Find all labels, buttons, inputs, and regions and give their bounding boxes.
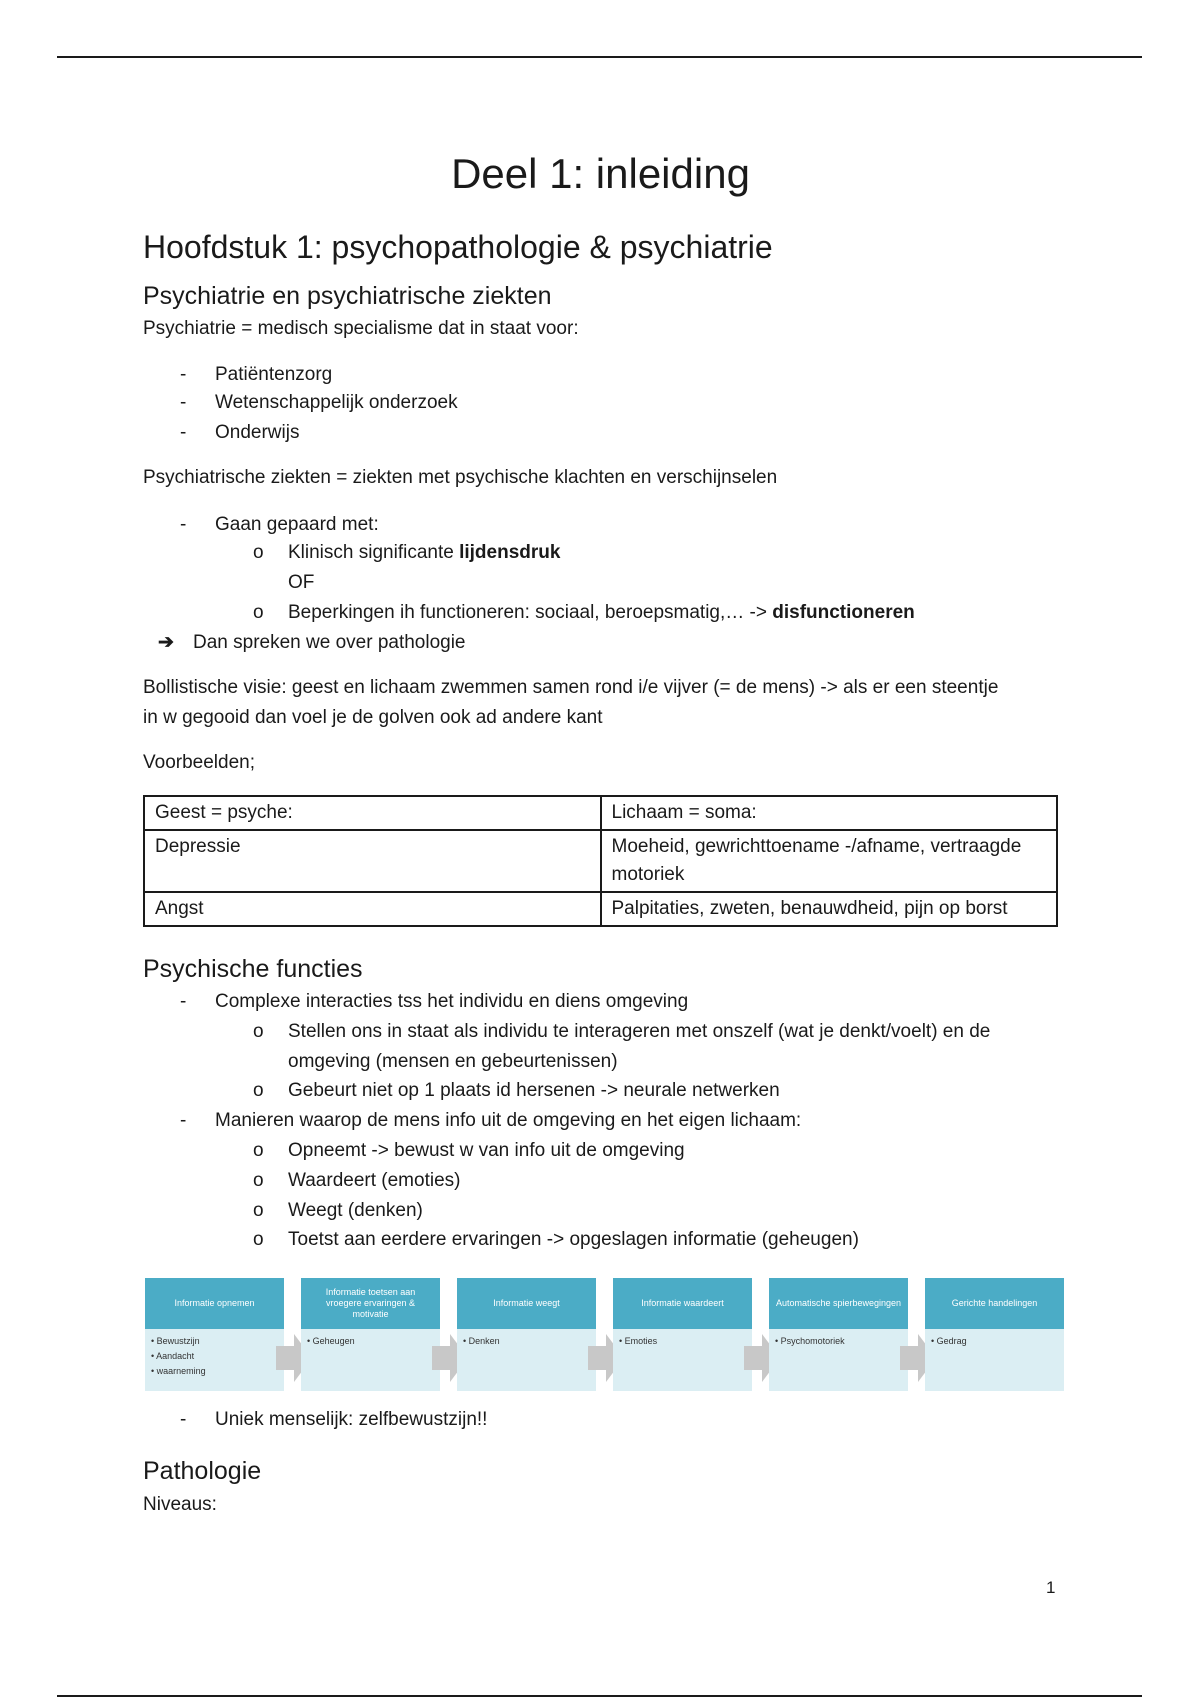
section-heading-pathologie: Pathologie [143, 1457, 262, 1485]
sub-list-item: Stellen ons in staat als individu te interageren met onszelf (wat je denkt/voelt) en de [288, 1021, 991, 1042]
flow-step-head: Informatie waardeert [613, 1278, 752, 1329]
niveaus-label: Niveaus: [143, 1494, 217, 1515]
footer-rule [57, 1695, 1142, 1697]
table-cell: Angst [144, 892, 601, 926]
section-heading-functies: Psychische functies [143, 955, 363, 983]
ziekten-definition: Psychiatrische ziekten = ziekten met psychische klachten en verschijnselen [143, 467, 778, 488]
list-item: Complexe interacties tss het individu en diens omgeving [215, 991, 689, 1012]
flow-step-handelingen [925, 1278, 1064, 1391]
table-header-row [144, 796, 1057, 830]
flow-step-body: • Psychomotoriek [769, 1329, 908, 1391]
flow-step-head: Automatische spierbewegingen [769, 1278, 908, 1329]
flow-step-head: Informatie toetsen aan vroegere ervaringen & motivatie [301, 1278, 440, 1329]
dash-bullet: - [180, 514, 187, 535]
document-title: Deel 1: inleiding [451, 150, 750, 197]
visie-text-line2: in w gegooid dan voel je de golven ook ad andere kant [143, 707, 603, 728]
table-row [144, 892, 1057, 926]
sub-list-item: Weegt (denken) [288, 1200, 423, 1221]
list-item: Onderwijs [215, 422, 300, 443]
list-item: Uniek menselijk: zelfbewustzijn!! [215, 1409, 488, 1430]
header-rule [57, 56, 1142, 58]
circle-bullet: o [253, 1200, 264, 1221]
conclusion-text: Dan spreken we over pathologie [193, 632, 466, 653]
flow-step-head: Gerichte handelingen [925, 1278, 1064, 1329]
flow-step-head: Informatie opnemen [145, 1278, 284, 1329]
circle-bullet: o [253, 1080, 264, 1101]
list-item: Patiëntenzorg [215, 364, 333, 385]
page-number: 1 [1046, 1578, 1056, 1597]
circle-bullet: o [253, 1229, 264, 1250]
flow-step-body: • Geheugen [301, 1329, 440, 1391]
table-cell: Depressie [144, 830, 601, 892]
dash-bullet: - [180, 364, 187, 385]
or-text: OF [288, 572, 315, 593]
circle-bullet: o [253, 1140, 264, 1161]
section-heading-psychiatrie: Psychiatrie en psychiatrische ziekten [143, 282, 552, 310]
psychiatrie-definition: Psychiatrie = medisch specialisme dat in staat voor: [143, 318, 579, 339]
flow-step-head: Informatie weegt [457, 1278, 596, 1329]
sub-list-item: Klinisch significante lijdensdruk [288, 542, 561, 563]
flow-step-opnemen [145, 1278, 284, 1391]
table-header-cell: Geest = psyche: [144, 796, 601, 830]
table-header-cell: Lichaam = soma: [601, 796, 1058, 830]
flow-step-body: • Gedrag [925, 1329, 1064, 1391]
examples-table [143, 795, 1058, 927]
chapter-heading: Hoofdstuk 1: psychopathologie & psychiatrie [143, 229, 773, 265]
flow-step-body: • Denken [457, 1329, 596, 1391]
sub-list-item: Opneemt -> bewust w van info uit de omgeving [288, 1140, 685, 1161]
dash-bullet: - [180, 991, 187, 1012]
dash-bullet: - [180, 392, 187, 413]
circle-bullet: o [253, 1170, 264, 1191]
list-item: Manieren waarop de mens info uit de omgeving en het eigen lichaam: [215, 1110, 802, 1131]
flow-step-toetsen [301, 1278, 440, 1391]
table-cell: Palpitaties, zweten, benauwdheid, pijn op borst [601, 892, 1058, 926]
list-item: Gaan gepaard met: [215, 514, 379, 535]
circle-bullet: o [253, 542, 264, 563]
table-cell: Moeheid, gewrichttoename -/afname, vertraagde motoriek [601, 830, 1058, 892]
dash-bullet: - [180, 422, 187, 443]
flow-step-body: • Emoties [613, 1329, 752, 1391]
flow-step-spierbewegingen [769, 1278, 908, 1391]
sub-list-item: Gebeurt niet op 1 plaats id hersenen -> neurale netwerken [288, 1080, 780, 1101]
flow-step-weegt [457, 1278, 596, 1391]
visie-text-line1: Bollistische visie: geest en lichaam zwemmen samen rond i/e vijver (= de mens) -> als er een steentje [143, 677, 999, 698]
flow-step-body: • Bewustzijn • Aandacht • waarneming [145, 1329, 284, 1391]
dash-bullet: - [180, 1110, 187, 1131]
dash-bullet: - [180, 1409, 187, 1430]
sub-list-item: Toetst aan eerdere ervaringen -> opgeslagen informatie (geheugen) [288, 1229, 859, 1250]
circle-bullet: o [253, 602, 264, 623]
sub-list-item: Beperkingen ih functioneren: sociaal, beroepsmatig,… -> disfunctioneren [288, 602, 915, 623]
sub-list-item-continued: omgeving (mensen en gebeurtenissen) [288, 1051, 618, 1072]
arrow-right-icon: ➔ [158, 632, 174, 653]
circle-bullet: o [253, 1021, 264, 1042]
flow-step-waardeert [613, 1278, 752, 1391]
process-flow-diagram [145, 1278, 1066, 1391]
list-item: Wetenschappelijk onderzoek [215, 392, 458, 413]
voorbeelden-label: Voorbeelden; [143, 752, 255, 773]
table-row [144, 830, 1057, 892]
sub-list-item: Waardeert (emoties) [288, 1170, 461, 1191]
